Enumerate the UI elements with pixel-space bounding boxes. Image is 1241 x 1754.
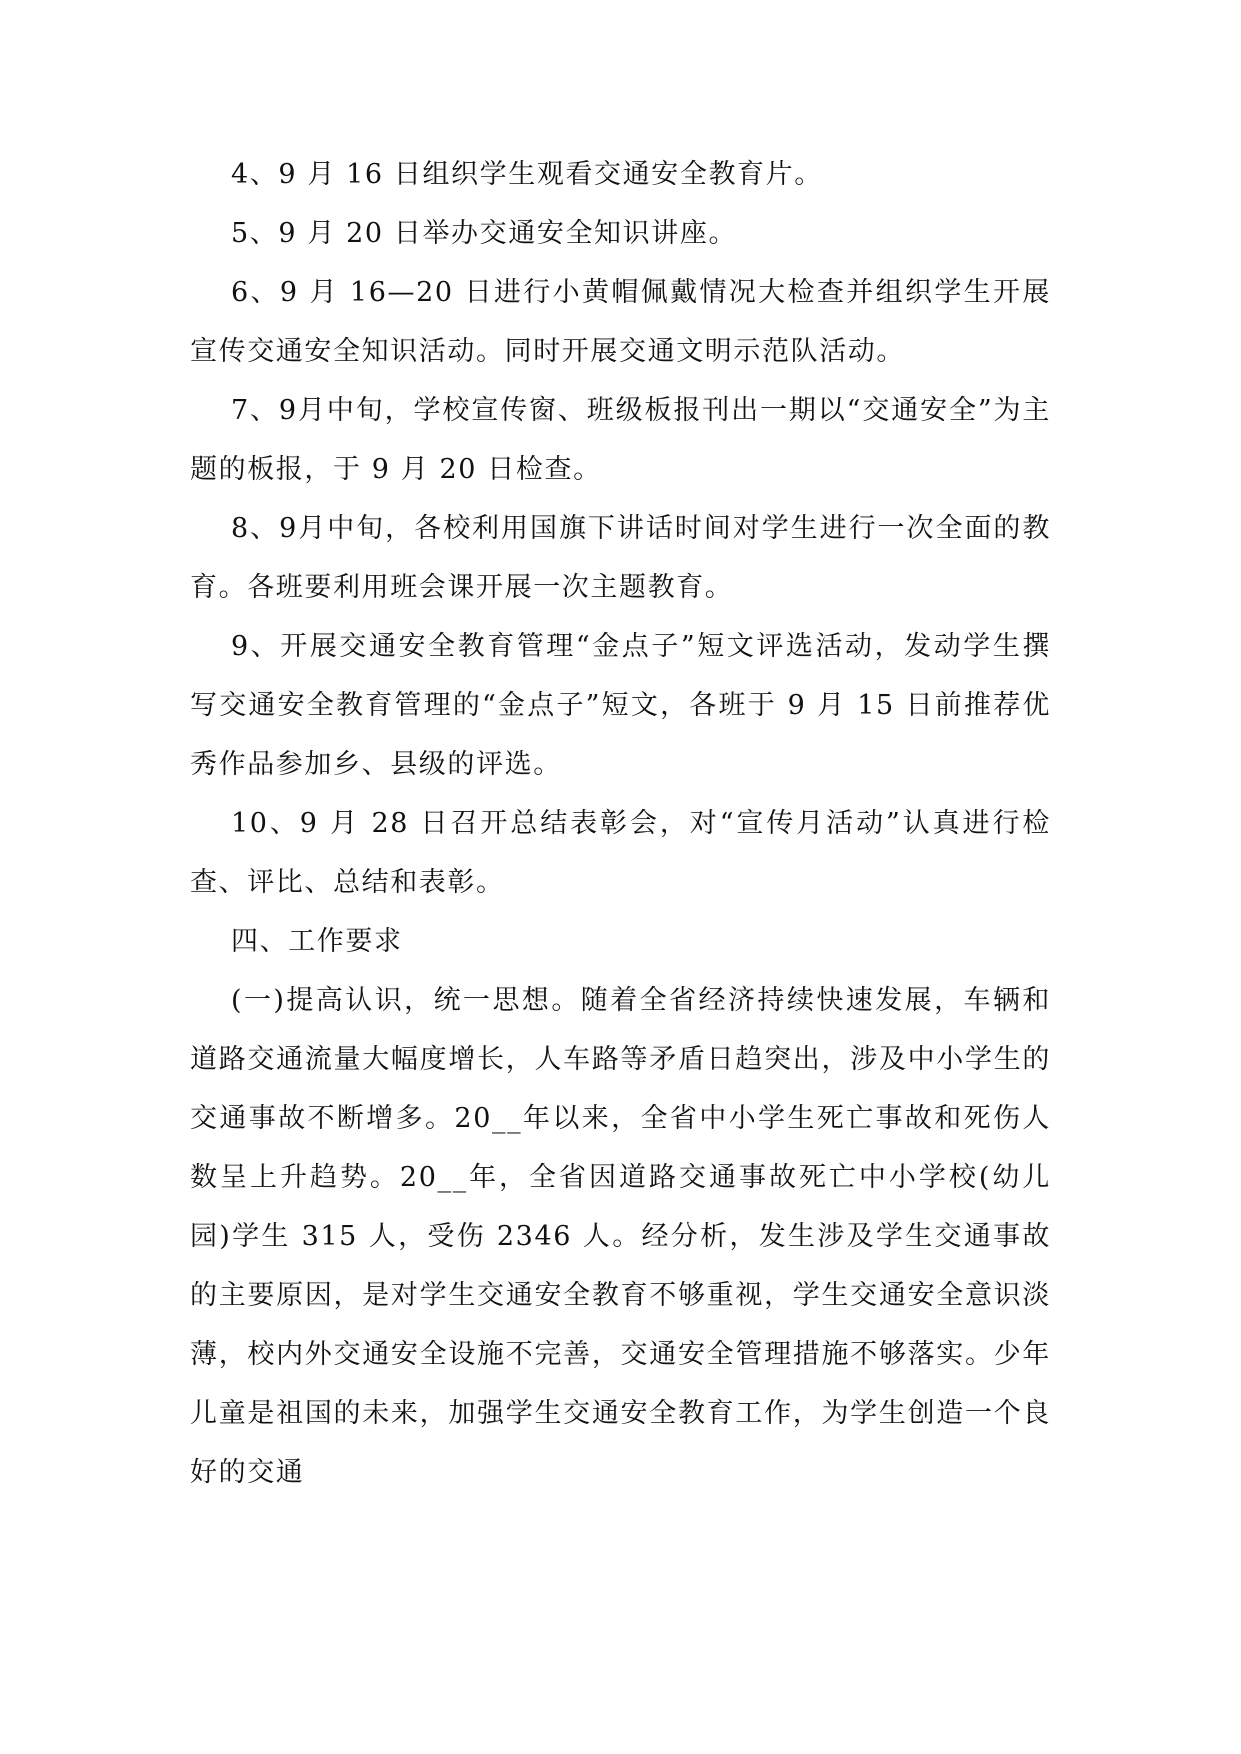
item-9: 9、开展交通安全教育管理“金点子”短文评选活动，发动学生撰写交通安全教育管理的“金点子”短文，各班于 9 月 15 日前推荐优秀作品参加乡、县级的评选。 bbox=[190, 631, 1051, 780]
item-10: 10、9 月 28 日召开总结表彰会，对“宣传月活动”认真进行检查、评比、总结和表彰。 bbox=[190, 808, 1051, 898]
item-8: 8、9月中旬，各校利用国旗下讲话时间对学生进行一次全面的教育。各班要利用班会课开展一次主题教育。 bbox=[190, 513, 1051, 603]
item-4: 4、9 月 16 日组织学生观看交通安全教育片。 bbox=[231, 159, 823, 190]
item-6: 6、9 月 16—20 日进行小黄帽佩戴情况大检查并组织学生开展宣传交通安全知识活动。同时开展交通文明示范队活动。 bbox=[190, 277, 1051, 367]
item-5: 5、9 月 20 日举办交通安全知识讲座。 bbox=[231, 218, 738, 249]
section-heading: 四、工作要求 bbox=[231, 926, 403, 957]
item-7: 7、9月中旬，学校宣传窗、班级板报刊出一期以“交通安全”为主题的板报，于 9 月 20 日检查。 bbox=[190, 395, 1051, 485]
requirement-paragraph: (一)提高认识，统一思想。随着全省经济持续快速发展，车辆和道路交通流量大幅度增长，人车路等矛盾日趋突出，涉及中小学生的交通事故不断增多。20__年以来，全省中小学生死亡事故和死伤人数呈上升趋势。20__年，全省因道路交通事故死亡中小学校(幼儿园)学生 315 人，受伤 2346 人。经分析，发生涉及学生交通事故的主要原因，是对学生交通安全教育不够重视，学生交通安全意识淡薄，校内外交通安全设施不完善，交通安全管理措施不够落实。少年儿童是祖国的未来，加强学生交通安全教育工作，为学生创造一个良好的交通 bbox=[190, 985, 1051, 1488]
